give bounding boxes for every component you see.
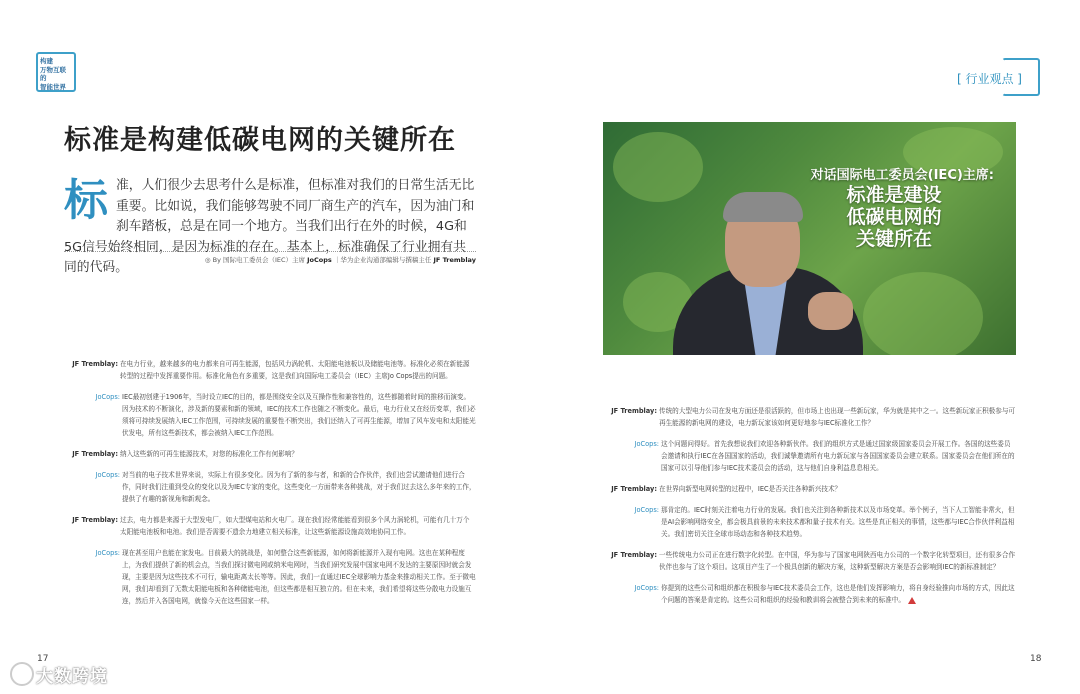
brand-badge-line2: 万物互联的 bbox=[40, 65, 66, 82]
brand-badge-line3: 智能世界 bbox=[40, 82, 66, 91]
end-mark-icon bbox=[908, 597, 916, 604]
watermark-text: 大数跨境 bbox=[36, 667, 108, 687]
qa-block: JoCops: 这个问题问得好。首先我想说我们欢迎各种新伙伴。我们的组织方式是通过国家级国家委员会开展工作。各国的这些委员会邀请和执行IEC在各国国家的活动，我们诚挚邀请所有电力新玩家与各国国家委员会建立联系。国家委员会在他们所在的国家可以引导他们参与IEC技术委员会的活动，这与他们自身利益息息相关。 bbox=[634, 440, 1015, 472]
interview-left-column bbox=[64, 358, 476, 616]
qa-block: JoCops: 对当前的电子技术世界来说，实际上有很多变化。因为有了新的参与者，和新的合作伙伴，我们也尝试邀请他们进行合作，同时我们注重到受众的变化以及为IEC专家的变化，这些变化一方面带来各种挑战，对于我们过去这么多年来的工作，提供了有趣的新视角和新观念。 bbox=[95, 471, 476, 503]
interview-right-column bbox=[603, 405, 1016, 615]
hero-caption-main: 标准是建设 低碳电网的 关键所在 bbox=[846, 184, 942, 250]
section-badge bbox=[957, 58, 1040, 96]
watermark-logo-icon bbox=[10, 662, 34, 686]
qa-block: JoCops: 你提到的这些公司和组织都在积极参与IEC技术委员会工作，这也是他们发挥影响力，将自身经验推向市场的方式，因此这个问题的答案是肯定的。这些公司和组织的经验和教训将会被整合到未来的标准中。 bbox=[634, 584, 1015, 604]
qa-block: JF Tremblay: 在世界向新型电网转型的过程中，IEC是否关注各种新兴技术？ bbox=[611, 485, 842, 493]
drop-cap: 标 bbox=[64, 175, 108, 226]
qa-block: JF Tremblay: 在电力行业，越来越多的电力都来自可再生能源，包括风力涡轮机、太阳能电池板以及储能电池等。标准化必须在新能源转型的过程中发挥重要作用。标准化角色有多重要，这是我们向国际电工委员会（IEC）主席Jo Cops提出的问题。 bbox=[72, 360, 470, 380]
byline-name-1: JoCops bbox=[307, 256, 332, 264]
qa-block: JF Tremblay: 传统的大型电力公司在发电方面还是很活跃的，但市场上也出现一些新玩家，华为就是其中之一。这些新玩家正积极参与可再生能源的新电网的建设，电力新玩家该如何更好地参与IEC标准化工作？ bbox=[611, 407, 1016, 427]
byline-name-2: JF Tremblay bbox=[433, 256, 476, 264]
byline bbox=[64, 255, 476, 264]
brand-badge bbox=[36, 52, 76, 92]
lead-text: 准，人们很少去思考什么是标准，但标准对我们的日常生活无比重要。比如说，我们能够驾驶不同厂商生产的汽车，因为油门和刹车踏板，总是在同一个地方。当我们出行在外的时候，4G和5G信号始终相同，是因为标准的存在。基本上，标准确保了行业拥有共同的代码。 bbox=[64, 178, 475, 275]
qa-block: JF Tremblay: 过去，电力都是来源于大型发电厂，如大型煤电站和火电厂。现在我们经常能能看到很多个风力涡轮机，可能有几十万个太阳能电池板和电池。我们是否需要不遗余力地建立相关标准，让这些新能源设施高效地协同工作。 bbox=[72, 516, 470, 536]
qa-block: JF Tremblay: 纳入这些新的可再生能源技术，对您的标准化工作有何影响？ bbox=[72, 450, 299, 458]
qa-block: JoCops: IEC最初创建于1906年，当时设立IEC的目的，都是围绕安全以及互操作性和兼容性的，这些都随着时间的推移而演变。因为技术的不断演化，涉及新的要素和新的领域，IEC的技术工作也随之不断变化。最后，电力行业又在经历变革，我们必须将可持续发展纳入IEC工作范围，可持续发展的重要性不断突出，我们还纳入了可再生能源，增加了风车发电和太阳能光伏发电，所有这些新技术，都会被纳入IEC工作范围。 bbox=[95, 393, 476, 437]
byline-prefix: ◎ By 国际电工委员会（IEC）主席 bbox=[204, 256, 306, 264]
brand-badge-line1: 构建 bbox=[40, 57, 53, 65]
section-badge-label: [ 行业观点 ] bbox=[957, 72, 1022, 86]
hero-video-frame bbox=[603, 122, 1016, 355]
page-number-right: 18 bbox=[1030, 654, 1042, 664]
qa-block: JoCops: 那肯定的。IEC时刻关注着电力行业的发展。我们也关注到各种新技术以及市场变革。举个例子，当下人工智能非常火，但是AI会影响网络安全，都会极具前景的未来技术都和量子技术有关。这些是真正相关的事情，这些都与IEC合作伙伴利益相关。我们密切关注全球市场动态和各种技术趋势。 bbox=[634, 506, 1015, 538]
qa-block: JoCops: 现在甚至用户也能在家发电。目前最大的挑战是，如何整合这些新能源，如何将新能源并入现有电网。这也在某种程度上，为我们提供了新的机会点，当我们探讨微电网或纳米电网时，当我们研究发展中国家电网不发达的主要原因时就会发现，主要是因为这些技术不可行，输电距离太长等等。因此，我们一直通过IEC全球影响力基金来推动相关工作。至于微电网，我们却看到了无数太阳能电板和各种储能电池，但这些都是相互独立的。但在未来，我们希望将这些分散电力设施互连，然后并入各国电网，就像今天在这些国家一样。 bbox=[95, 549, 476, 605]
page-number-left: 17 bbox=[37, 654, 49, 664]
byline-mid: ｜华为企业沟通部编辑与撰稿主任 bbox=[333, 256, 432, 264]
divider bbox=[64, 251, 476, 252]
article-title: 标准是构建低碳电网的关键所在 bbox=[64, 125, 456, 156]
hero-caption-top: 对话国际电工委员会(IEC)主席: bbox=[810, 168, 994, 183]
qa-block: JF Tremblay: 一些传统电力公司正在进行数字化转型。在中国，华为参与了国家电网陕西电力公司的一个数字化转型项目，还有很多合作伙伴也参与了这个项目。这项目产生了一个极具创新的解决方案，这种新型解决方案是否会影响到IEC的新标准制定？ bbox=[611, 551, 1016, 571]
